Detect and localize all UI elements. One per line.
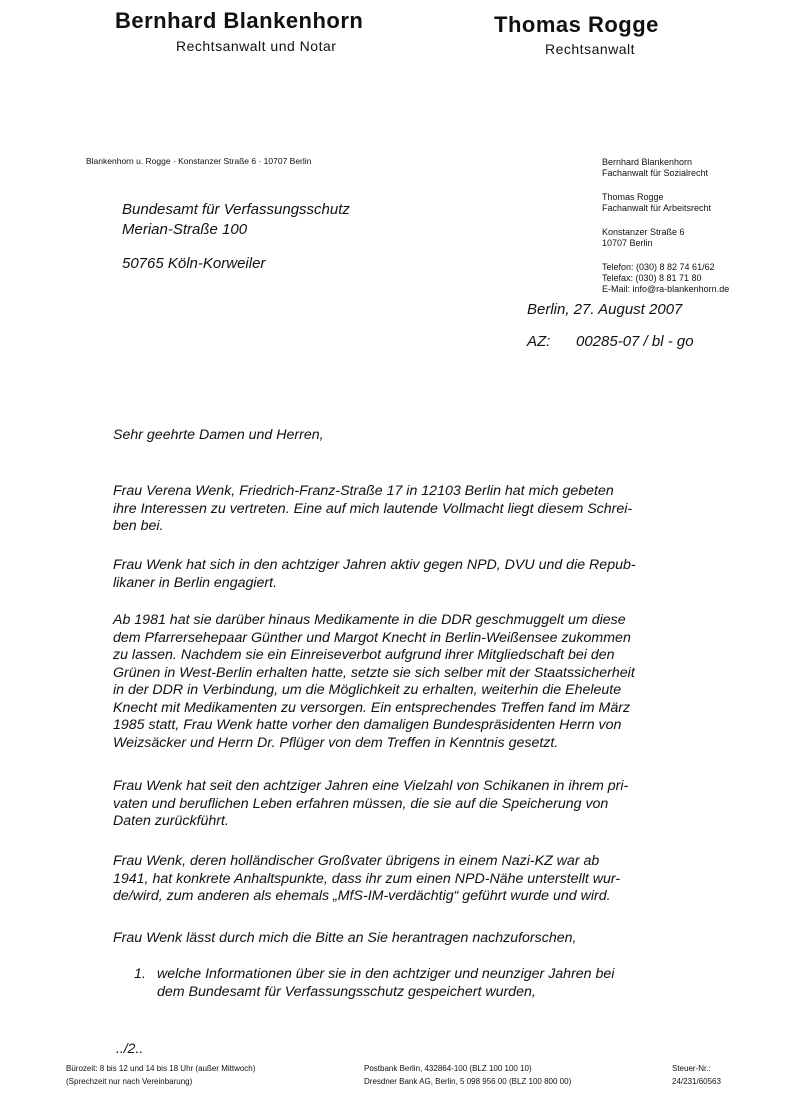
sidebar-city: 10707 Berlin	[602, 238, 653, 248]
sender-return-line: Blankenhorn u. Rogge · Konstanzer Straße 6 · 10707 Berlin	[86, 156, 312, 166]
footer-tax-value: 24/231/60563	[672, 1077, 721, 1086]
paragraph-line: ben bei.	[113, 518, 164, 534]
recipient-line2: Merian-Straße 100	[122, 221, 248, 238]
paragraph-line: zu lassen. Nachdem sie ein Einreiseverbot aufgrund ihrer Mitgliedschaft bei den	[113, 647, 615, 663]
footer-bank-line1: Postbank Berlin, 432864-100 (BLZ 100 100 10)	[364, 1064, 532, 1073]
sidebar-street: Konstanzer Straße 6	[602, 227, 685, 237]
paragraph-line: Frau Verena Wenk, Friedrich-Franz-Straße 17 in 12103 Berlin hat mich gebeten	[113, 483, 614, 499]
paragraph-line: Grünen in West-Berlin erhalten hatte, setzte sie sich selber mit der Staatssicherheit	[113, 664, 635, 681]
paragraph-1	[113, 483, 720, 536]
sidebar-person1-name: Bernhard Blankenhorn	[602, 157, 693, 167]
paragraph-line: Frau Wenk lässt durch mich die Bitte an Sie herantragen nachzuforschen,	[113, 930, 577, 946]
reference-label: AZ:	[527, 333, 551, 350]
paragraph-line: de/wird, zum anderen als ehemals „MfS-IM-verdächtig“ geführt wurde und wird.	[113, 888, 611, 904]
footer-tax	[672, 1062, 721, 1088]
footer-hours-line1: Bürozeit: 8 bis 12 und 14 bis 18 Uhr (außer Mittwoch)	[66, 1064, 256, 1073]
sidebar-fax: Telefax: (030) 8 81 71 80	[602, 273, 702, 283]
paragraph-line: ihre Interessen zu vertreten. Eine auf mich lautende Vollmacht liegt diesem Schrei-	[113, 500, 633, 517]
paragraph-line: in der DDR in Verbindung, um die Möglichkeit zu erhalten, weiterhin die Eheleute	[113, 682, 622, 698]
paragraph-6	[113, 930, 720, 948]
list-item-line: dem Bundesamt für Verfassungsschutz gespeichert wurden,	[157, 983, 536, 1000]
recipient-address	[122, 200, 350, 274]
sidebar-contact	[602, 157, 729, 295]
paragraph-line: Frau Wenk hat seit den achtziger Jahren eine Vielzahl von Schikanen in ihrem pri-	[113, 778, 629, 794]
footer-tax-label: Steuer-Nr.:	[672, 1064, 711, 1073]
recipient-line1: Bundesamt für Verfassungsschutz	[122, 201, 350, 218]
page-continuation-marker: ../2..	[116, 1040, 144, 1056]
sidebar-phone: Telefon: (030) 8 82 74 61/62	[602, 262, 715, 272]
paragraph-line: 1985 statt, Frau Wenk hatte vorher den damaligen Bundespräsidenten Herrn von	[113, 717, 622, 733]
paragraph-4	[113, 778, 720, 831]
paragraph-3	[113, 612, 720, 752]
letter-date: Berlin, 27. August 2007	[527, 301, 683, 318]
footer-hours-line2: (Sprechzeit nur nach Vereinbarung)	[66, 1077, 193, 1086]
list-item-number: 1.	[134, 966, 146, 982]
paragraph-line: Ab 1981 hat sie darüber hinaus Medikamente in die DDR geschmuggelt um diese	[113, 612, 626, 628]
footer-bank-details	[364, 1062, 571, 1088]
salutation: Sehr geehrte Damen und Herren,	[113, 427, 324, 443]
list-item	[157, 966, 720, 1001]
letterhead-left-name: Bernhard Blankenhorn	[115, 8, 364, 33]
paragraph-5	[113, 853, 720, 906]
paragraph-line: 1941, hat konkrete Anhaltspunkte, dass ihr zum einen NPD-Nähe unterstellt wur-	[113, 870, 621, 887]
recipient-line3: 50765 Köln-Korweiler	[122, 255, 266, 272]
sidebar-person2-name: Thomas Rogge	[602, 192, 664, 202]
paragraph-line: Weizsäcker und Herrn Dr. Pflüger von dem Treffen in Kenntnis gesetzt.	[113, 734, 559, 751]
letterhead-right-title: Rechtsanwalt	[545, 41, 636, 57]
footer-office-hours	[66, 1062, 255, 1088]
sidebar-person1-role: Fachanwalt für Sozialrecht	[602, 168, 709, 178]
paragraph-line: Knecht mit Medikamenten zu versorgen. Ein entsprechendes Treffen fand im März	[113, 699, 631, 716]
paragraph-line: vaten und beruflichen Leben erfahren müssen, die sie auf die Speicherung von	[113, 795, 609, 812]
list-item-line: welche Informationen über sie in den achtziger und neunziger Jahren bei	[157, 966, 615, 982]
paragraph-line: dem Pfarrersehepaar Günther und Margot Knecht in Berlin-Weißensee zukommen	[113, 629, 631, 646]
paragraph-line: Frau Wenk, deren holländischer Großvater übrigens in einem Nazi-KZ war ab	[113, 853, 600, 869]
paragraph-line: Daten zurückführt.	[113, 813, 229, 829]
sidebar-email: E-Mail: info@ra-blankenhorn.de	[602, 284, 730, 294]
reference-value: 00285-07 / bl - go	[576, 333, 694, 350]
footer-bank-line2: Dresdner Bank AG, Berlin, 5 098 956 00 (BLZ 100 800 00)	[364, 1077, 572, 1086]
sidebar-person2-role: Fachanwalt für Arbeitsrecht	[602, 203, 712, 213]
paragraph-2	[113, 557, 720, 592]
paragraph-line: likaner in Berlin engagiert.	[113, 574, 278, 591]
paragraph-line: Frau Wenk hat sich in den achtziger Jahren aktiv gegen NPD, DVU und die Repub-	[113, 557, 636, 573]
letterhead-left-title: Rechtsanwalt und Notar	[176, 38, 337, 54]
letterhead-right-name: Thomas Rogge	[494, 12, 659, 37]
